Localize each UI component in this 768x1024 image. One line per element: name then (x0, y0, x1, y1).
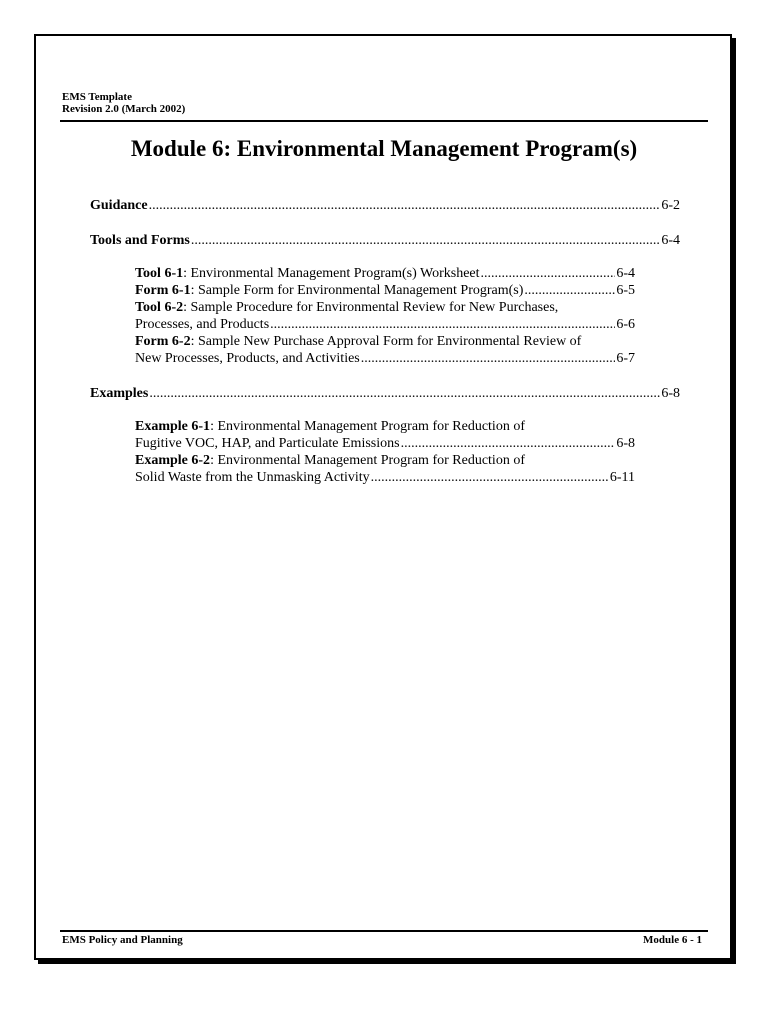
toc-entry-tool-6-1[interactable] (90, 265, 635, 282)
toc-entry-label: Tools and Forms (90, 233, 190, 248)
document-header (62, 91, 185, 115)
toc-leader-dots (361, 350, 616, 367)
toc-leader-dots (149, 385, 660, 402)
toc-entry-guidance[interactable] (90, 197, 680, 214)
page-title: Module 6: Environmental Management Program(s) (130, 136, 638, 161)
toc-entry-page: 6-8 (661, 386, 680, 401)
toc-leader-dots (149, 197, 661, 214)
toc-entry-label: Examples (90, 386, 149, 401)
toc-item-title: : Environmental Management Program for Reduction of (210, 453, 525, 468)
toc-entry-examples[interactable] (90, 385, 680, 402)
toc-leader-dots (270, 316, 615, 333)
toc-item-id: Tool 6-2 (135, 300, 184, 315)
toc-item-title: : Environmental Management Program for Reduction of (210, 419, 525, 434)
toc-entry-page: 6-8 (616, 436, 635, 451)
toc-leader-dots (524, 282, 615, 299)
toc-entry-form-6-2[interactable] (90, 333, 635, 367)
toc-leader-dots (481, 265, 616, 282)
toc-entry-tools-and-forms[interactable] (90, 232, 680, 249)
toc-item-title-continued: Processes, and Products (135, 317, 270, 332)
footer-section-name: EMS Policy and Planning (62, 934, 183, 946)
toc-item-title-continued: Fugitive VOC, HAP, and Particulate Emissions (135, 436, 400, 451)
toc-item-title-continued: New Processes, Products, and Activities (135, 351, 360, 366)
toc-item-id: Example 6-1 (135, 419, 211, 434)
toc-item-id: Form 6-2 (135, 334, 191, 349)
toc-entry-page: 6-6 (616, 317, 635, 332)
tools-and-forms-list (90, 265, 680, 367)
table-of-contents (90, 197, 680, 504)
toc-item-id: Form 6-1 (135, 283, 191, 298)
toc-entry-page: 6-4 (616, 266, 635, 281)
toc-item-title: : Sample New Purchase Approval Form for Environmental Review of (190, 334, 582, 349)
toc-entry-page: 6-4 (661, 233, 680, 248)
toc-entry-page: 6-2 (661, 198, 680, 213)
footer-page-number: Module 6 - 1 (643, 934, 702, 946)
toc-entry-page: 6-7 (616, 351, 635, 366)
toc-entry-page: 6-5 (616, 283, 635, 298)
header-divider (60, 120, 708, 122)
toc-entry-label: Guidance (90, 198, 148, 213)
toc-entry-example-6-1[interactable] (90, 418, 635, 452)
header-revision: Revision 2.0 (March 2002) (62, 103, 186, 115)
toc-leader-dots (401, 435, 616, 452)
toc-item-id: Tool 6-1 (135, 266, 184, 281)
toc-item-id: Example 6-2 (135, 453, 211, 468)
toc-entry-tool-6-2[interactable] (90, 299, 635, 333)
examples-list (90, 418, 680, 486)
toc-leader-dots (191, 232, 660, 249)
toc-entry-example-6-2[interactable] (90, 452, 635, 486)
header-template-name: EMS Template (62, 91, 132, 103)
toc-item-title-continued: Solid Waste from the Unmasking Activity (135, 470, 370, 485)
toc-item-title: : Environmental Management Program(s) Worksheet (183, 266, 480, 281)
footer-divider (60, 930, 708, 932)
toc-item-title: : Sample Form for Environmental Management Program(s) (190, 283, 524, 298)
toc-item-title: : Sample Procedure for Environmental Review for New Purchases, (183, 300, 559, 315)
toc-entry-form-6-1[interactable] (90, 282, 635, 299)
toc-entry-page: 6-11 (609, 470, 635, 485)
toc-leader-dots (371, 469, 609, 486)
